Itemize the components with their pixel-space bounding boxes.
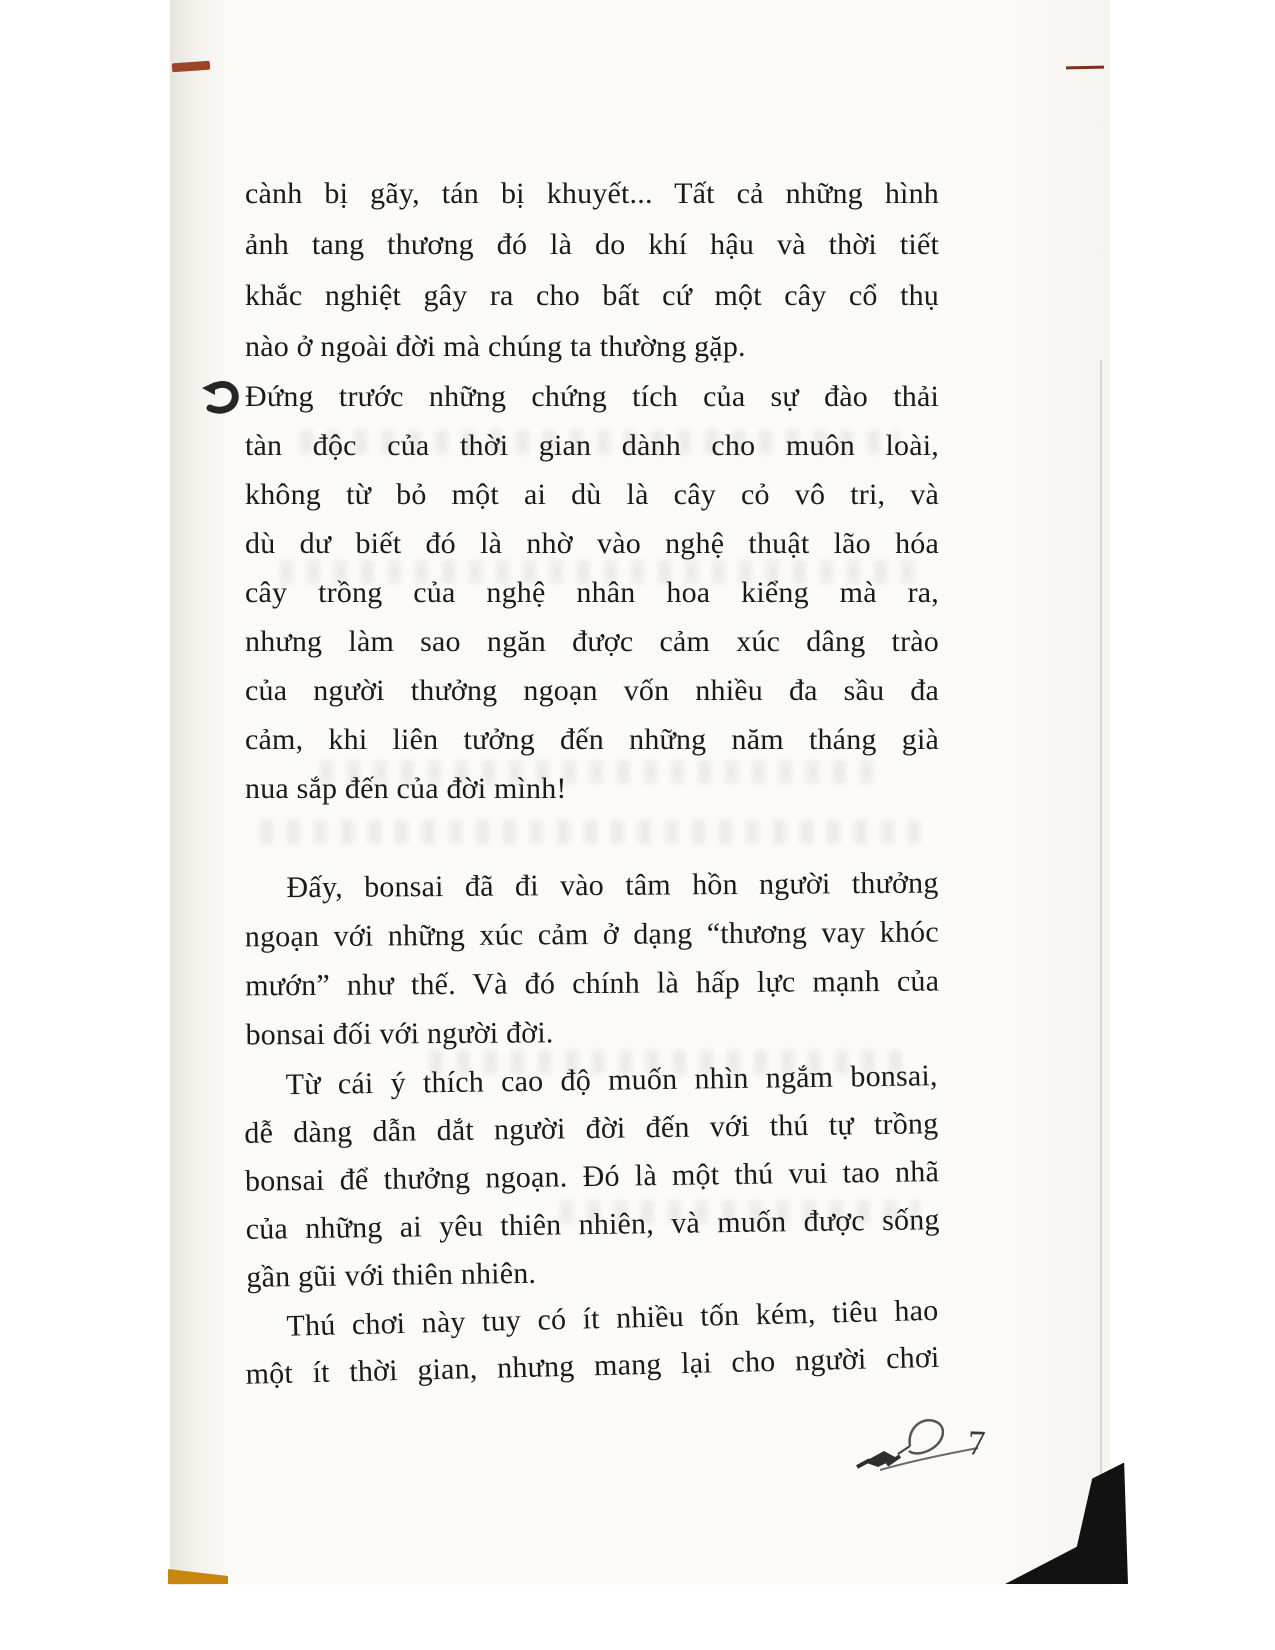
text-line: ảnh tang thương đó là do khí hậu và thời tiết (245, 228, 939, 261)
text-line: không từ bỏ một ai dù là cây cỏ vô tri, và (245, 478, 939, 511)
paragraph (245, 372, 939, 813)
text-line: cành bị gãy, tán bị khuyết... Tất cả những hình (245, 177, 939, 210)
text-line: của những ai yêu thiên nhiên, và muốn được sống (245, 1203, 940, 1246)
text-line: dễ dàng dẫn dắt người đời đến với thú tự trồng (244, 1107, 939, 1150)
text-line: dù dư biết đó là nhờ vào nghệ thuật lão hóa (245, 527, 939, 560)
paragraph (245, 168, 939, 372)
body-text (245, 168, 939, 1391)
text-line: bonsai để thưởng ngoạn. Đó là một thú vui tao nhã (244, 1155, 940, 1198)
margin-annotation-arrow-icon (200, 378, 242, 420)
text-line: ngoạn với những xúc cảm ở dạng “thương vay khóc (244, 915, 939, 954)
text-line: cảm, khi liên tưởng đến những năm tháng già (245, 723, 939, 756)
text-line: nua sắp đến của đời mình! (245, 772, 567, 805)
text-line: tàn độc của thời gian dành cho muôn loài, (245, 429, 939, 462)
text-line: Đứng trước những chứng tích của sự đào thải (245, 380, 939, 413)
handwritten-signature (850, 1410, 982, 1482)
text-line: của người thưởng ngoạn vốn nhiều đa sầu đa (245, 674, 939, 707)
paragraph (243, 1052, 940, 1302)
paragraph (244, 1287, 940, 1398)
text-line: mướn” như thế. Và đó chính là hấp lực mạnh của (245, 964, 940, 1003)
text-line: một ít thời gian, nhưng mang lại cho người chơi (245, 1340, 940, 1391)
page-number: 7 (967, 1423, 987, 1463)
text-line: Thú chơi này tuy có ít nhiều tốn kém, tiêu hao (286, 1293, 939, 1343)
text-line: cây trồng của nghệ nhân hoa kiểng mà ra, (245, 576, 939, 609)
page-edge-line (1100, 360, 1102, 1475)
paragraph (244, 859, 939, 1060)
text-line: khắc nghiệt gây ra cho bất cứ một cây cổ thụ (245, 279, 939, 312)
text-line: nhưng làm sao ngăn được cảm xúc dâng trào (245, 625, 939, 658)
text-line: Đấy, bonsai đã đi vào tâm hồn người thưởng (286, 866, 939, 905)
text-line: Từ cái ý thích cao độ muốn nhìn ngắm bonsai, (285, 1059, 938, 1102)
text-line: gần gũi với thiên nhiên. (246, 1256, 537, 1294)
text-line: bonsai đối với người đời. (245, 1016, 554, 1052)
text-line: nào ở ngoài đời mà chúng ta thường gặp. (245, 330, 746, 363)
